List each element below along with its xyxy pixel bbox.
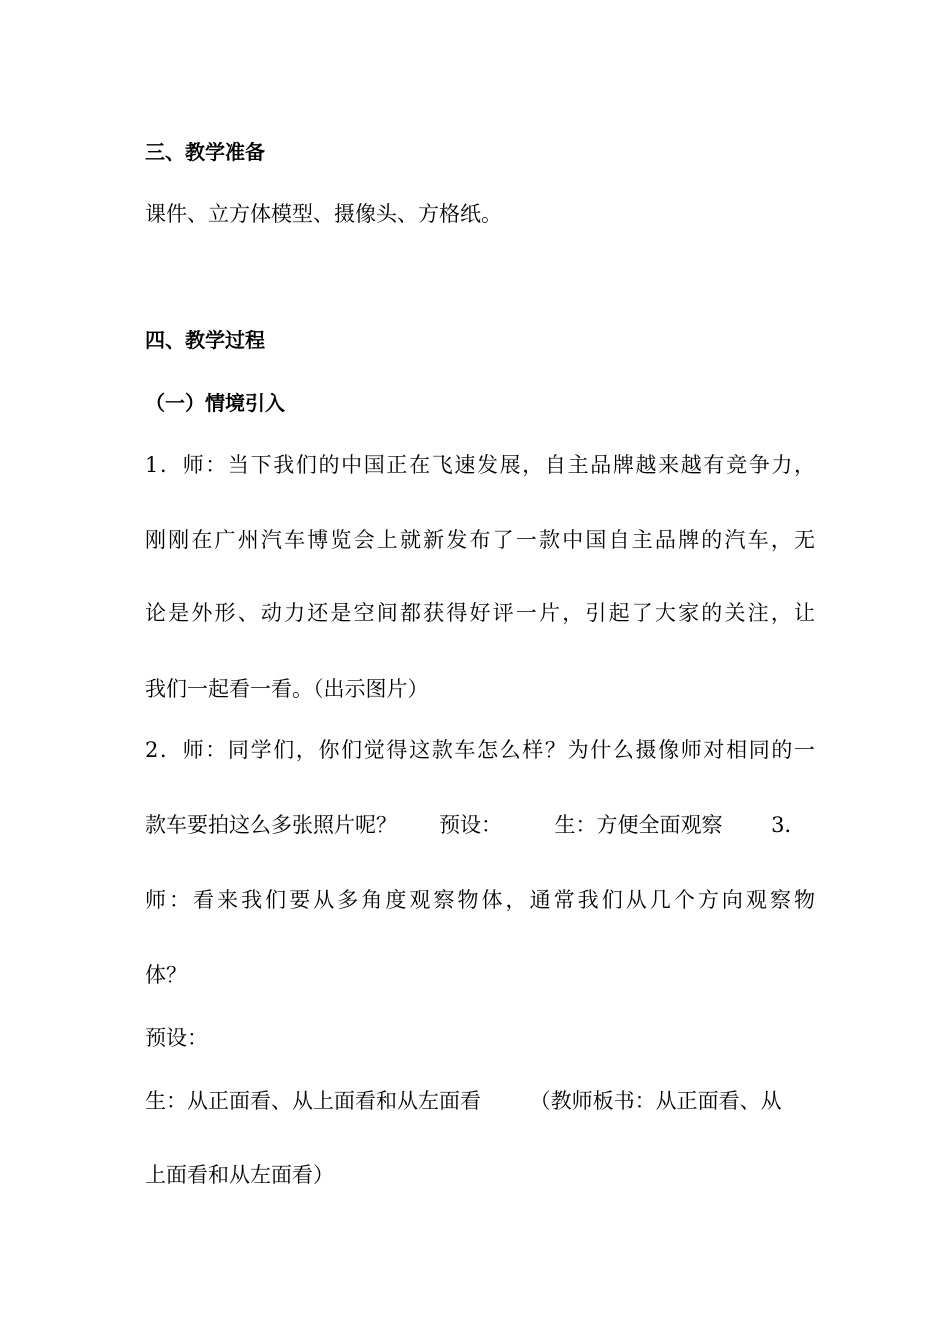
paragraph-line: 款车要拍这么多张照片呢？ 预设： 生：方便全面观察 3． bbox=[145, 813, 806, 837]
paragraph-line: 师：看来我们要从多角度观察物体，通常我们从几个方向观察物 bbox=[145, 888, 815, 912]
paragraph-line: 刚刚在广州汽车博览会上就新发布了一款中国自主品牌的汽车，无 bbox=[145, 528, 815, 552]
subsection-heading: （一）情境引入 bbox=[145, 391, 285, 415]
section-4-heading: 四、教学过程 bbox=[145, 328, 265, 352]
paragraph-line: 我们一起看一看。（出示图片） bbox=[145, 677, 429, 701]
section-3-body: 课件、立方体模型、摄像头、方格纸。 bbox=[145, 202, 502, 226]
section-3-heading: 三、教学准备 bbox=[145, 140, 265, 164]
paragraph-line: 生：从正面看、从上面看和从左面看 （教师板书：从正面看、从 bbox=[145, 1089, 782, 1113]
paragraph-line: 2．师：同学们，你们觉得这款车怎么样？为什么摄像师对相同的一 bbox=[145, 738, 815, 762]
paragraph-line: 体？ bbox=[145, 963, 187, 987]
paragraph-line: 上面看和从左面看） bbox=[145, 1163, 334, 1187]
paragraph-line: 预设： bbox=[145, 1026, 208, 1050]
paragraph-line: 论是外形、动力还是空间都获得好评一片，引起了大家的关注，让 bbox=[145, 601, 815, 625]
paragraph-line: 1．师：当下我们的中国正在飞速发展，自主品牌越来越有竞争力， bbox=[145, 453, 815, 477]
